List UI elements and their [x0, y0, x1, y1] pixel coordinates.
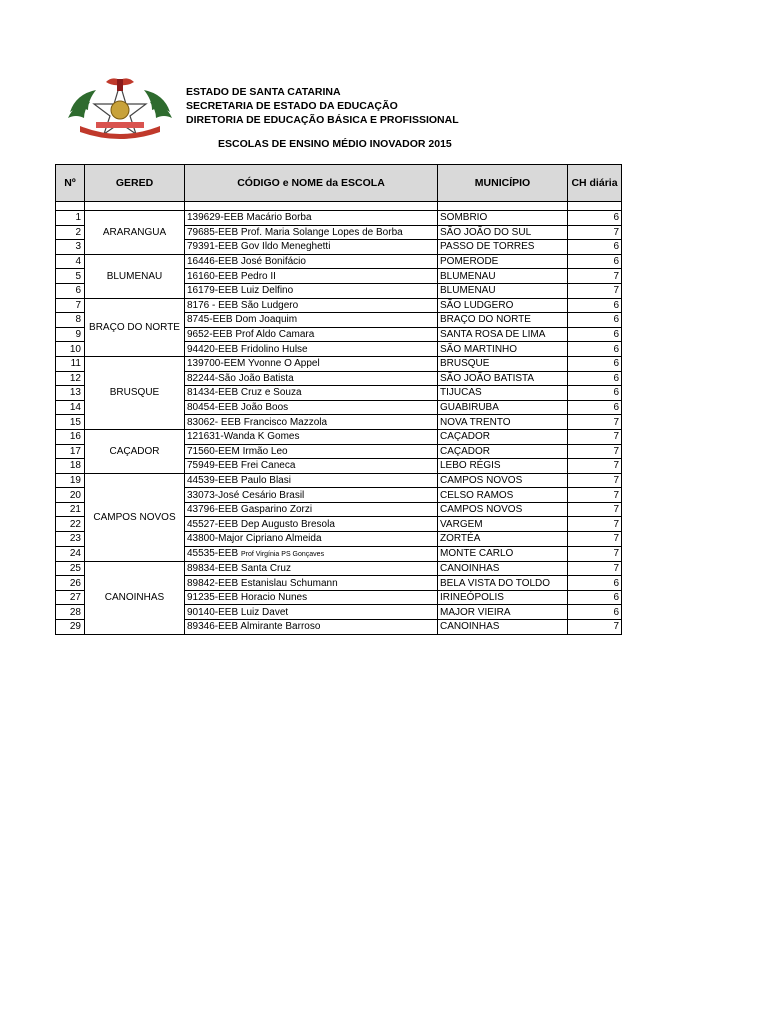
schools-table [55, 164, 622, 635]
row-number: 20 [56, 488, 85, 503]
municipio-cell: BELA VISTA DO TOLDO [438, 576, 568, 591]
school-cell: 91235-EEB Horacio Nunes [185, 590, 438, 605]
ch-cell: 7 [568, 283, 622, 298]
municipio-cell: SÃO LUDGERO [438, 298, 568, 313]
row-number: 22 [56, 517, 85, 532]
row-number: 14 [56, 400, 85, 415]
school-code: 45535-EEB [187, 547, 239, 559]
ch-cell: 7 [568, 225, 622, 240]
school-cell: 83062- EEB Francisco Mazzola [185, 415, 438, 430]
row-number: 13 [56, 386, 85, 401]
ch-cell: 7 [568, 473, 622, 488]
ch-cell: 6 [568, 590, 622, 605]
table-row [56, 211, 622, 226]
table-row [56, 473, 622, 488]
ch-cell: 6 [568, 576, 622, 591]
school-cell: 139629-EEB Macário Borba [185, 211, 438, 226]
school-cell: 8176 - EEB São Ludgero [185, 298, 438, 313]
row-number: 7 [56, 298, 85, 313]
row-number: 17 [56, 444, 85, 459]
row-number: 29 [56, 620, 85, 635]
school-cell: 16446-EEB José Bonifácio [185, 254, 438, 269]
gered-group: CANOINHAS [85, 561, 185, 634]
school-cell: 139700-EEM Yvonne O Appel [185, 356, 438, 371]
column-header-municipio: MUNICÍPIO [438, 165, 568, 202]
ch-cell: 7 [568, 488, 622, 503]
municipio-cell: SANTA ROSA DE LIMA [438, 327, 568, 342]
ch-cell: 6 [568, 356, 622, 371]
ch-cell: 6 [568, 240, 622, 255]
row-number: 6 [56, 283, 85, 298]
school-cell: 16179-EEB Luiz Delfino [185, 283, 438, 298]
school-cell: 90140-EEB Luiz Davet [185, 605, 438, 620]
school-cell: 89834-EEB Santa Cruz [185, 561, 438, 576]
ch-cell: 6 [568, 386, 622, 401]
municipio-cell: LEBO RÉGIS [438, 459, 568, 474]
gered-group: BRAÇO DO NORTE [85, 298, 185, 356]
ch-cell: 7 [568, 532, 622, 547]
table-row [56, 254, 622, 269]
municipio-cell: CAMPOS NOVOS [438, 502, 568, 517]
school-cell: 45527-EEB Dep Augusto Bresola [185, 517, 438, 532]
row-number: 25 [56, 561, 85, 576]
municipio-cell: BRUSQUE [438, 356, 568, 371]
ch-cell: 6 [568, 313, 622, 328]
table-row [56, 356, 622, 371]
municipio-cell: CANOINHAS [438, 620, 568, 635]
school-cell [185, 546, 438, 561]
spacer-row [56, 202, 622, 211]
gered-group: CAÇADOR [85, 429, 185, 473]
row-number: 27 [56, 590, 85, 605]
school-cell: 71560-EEM Irmão Leo [185, 444, 438, 459]
school-cell: 89346-EEB Almirante Barroso [185, 620, 438, 635]
row-number: 26 [56, 576, 85, 591]
school-cell: 8745-EEB Dom Joaquim [185, 313, 438, 328]
row-number: 11 [56, 356, 85, 371]
municipio-cell: SÃO JOÃO BATISTA [438, 371, 568, 386]
school-cell: 80454-EEB João Boos [185, 400, 438, 415]
municipio-cell: CELSO RAMOS [438, 488, 568, 503]
column-header-ch: CH diária [568, 165, 622, 202]
municipio-cell: GUABIRUBA [438, 400, 568, 415]
ch-cell: 7 [568, 415, 622, 430]
row-number: 18 [56, 459, 85, 474]
ch-cell: 7 [568, 429, 622, 444]
ch-cell: 7 [568, 502, 622, 517]
municipio-cell: BLUMENAU [438, 269, 568, 284]
ch-cell: 6 [568, 327, 622, 342]
ch-cell: 6 [568, 254, 622, 269]
ch-cell: 6 [568, 605, 622, 620]
column-header-gered: GERED [85, 165, 185, 202]
municipio-cell: ZORTÉA [438, 532, 568, 547]
school-cell: 33073-José Cesário Brasil [185, 488, 438, 503]
ch-cell: 7 [568, 561, 622, 576]
table-row [56, 561, 622, 576]
document-title: ESCOLAS DE ENSINO MÉDIO INOVADOR 2015 [218, 138, 452, 150]
ch-cell: 7 [568, 444, 622, 459]
ch-cell: 7 [568, 620, 622, 635]
row-number: 21 [56, 502, 85, 517]
school-cell: 43800-Major Cipriano Almeida [185, 532, 438, 547]
municipio-cell: SÃO JOÃO DO SUL [438, 225, 568, 240]
school-cell: 9652-EEB Prof Aldo Camara [185, 327, 438, 342]
row-number: 10 [56, 342, 85, 357]
header-secretariat: SECRETARIA DE ESTADO DA EDUCAÇÃO [186, 100, 398, 112]
document-header [186, 85, 459, 127]
gered-group: CAMPOS NOVOS [85, 473, 185, 561]
municipio-cell: IRINEÓPOLIS [438, 590, 568, 605]
row-number: 15 [56, 415, 85, 430]
row-number: 24 [56, 546, 85, 561]
municipio-cell: TIJUCAS [438, 386, 568, 401]
row-number: 28 [56, 605, 85, 620]
municipio-cell: PASSO DE TORRES [438, 240, 568, 255]
municipio-cell: CANOINHAS [438, 561, 568, 576]
school-cell: 79685-EEB Prof. Maria Solange Lopes de Borba [185, 225, 438, 240]
row-number: 9 [56, 327, 85, 342]
municipio-cell: CAÇADOR [438, 429, 568, 444]
ch-cell: 7 [568, 517, 622, 532]
gered-group: ARARANGUA [85, 211, 185, 255]
gered-group: BLUMENAU [85, 254, 185, 298]
school-name-small: Prof Virgínia PS Gonçaves [240, 550, 325, 558]
gered-group: BRUSQUE [85, 356, 185, 429]
school-cell: 79391-EEB Gov Ildo Meneghetti [185, 240, 438, 255]
table-row [56, 298, 622, 313]
ch-cell: 7 [568, 269, 622, 284]
ch-cell: 6 [568, 298, 622, 313]
row-number: 2 [56, 225, 85, 240]
school-cell: 89842-EEB Estanislau Schumann [185, 576, 438, 591]
municipio-cell: POMERODE [438, 254, 568, 269]
row-number: 5 [56, 269, 85, 284]
row-number: 3 [56, 240, 85, 255]
row-number: 4 [56, 254, 85, 269]
row-number: 12 [56, 371, 85, 386]
ch-cell: 7 [568, 459, 622, 474]
school-cell: 44539-EEB Paulo Blasi [185, 473, 438, 488]
row-number: 8 [56, 313, 85, 328]
school-cell: 82244-São João Batista [185, 371, 438, 386]
municipio-cell: CAMPOS NOVOS [438, 473, 568, 488]
school-cell: 81434-EEB Cruz e Souza [185, 386, 438, 401]
column-header-escola: CÓDIGO e NOME da ESCOLA [185, 165, 438, 202]
school-cell: 94420-EEB Fridolino Hulse [185, 342, 438, 357]
row-number: 23 [56, 532, 85, 547]
ch-cell: 6 [568, 371, 622, 386]
table-header-row [56, 165, 622, 202]
table-row [56, 429, 622, 444]
school-cell: 75949-EEB Frei Caneca [185, 459, 438, 474]
municipio-cell: BRAÇO DO NORTE [438, 313, 568, 328]
municipio-cell: SÃO MARTINHO [438, 342, 568, 357]
ch-cell: 6 [568, 342, 622, 357]
school-cell: 121631-Wanda K Gomes [185, 429, 438, 444]
ch-cell: 6 [568, 400, 622, 415]
row-number: 19 [56, 473, 85, 488]
row-number: 16 [56, 429, 85, 444]
ch-cell: 7 [568, 546, 622, 561]
state-coat-of-arms [66, 76, 174, 140]
header-directorate: DIRETORIA DE EDUCAÇÃO BÁSICA E PROFISSIONAL [186, 114, 459, 126]
municipio-cell: MONTE CARLO [438, 546, 568, 561]
ch-cell: 6 [568, 211, 622, 226]
municipio-cell: VARGEM [438, 517, 568, 532]
column-header-num: Nº [56, 165, 85, 202]
school-cell: 16160-EEB Pedro II [185, 269, 438, 284]
municipio-cell: NOVA TRENTO [438, 415, 568, 430]
municipio-cell: BLUMENAU [438, 283, 568, 298]
municipio-cell: MAJOR VIEIRA [438, 605, 568, 620]
row-number: 1 [56, 211, 85, 226]
header-state: ESTADO DE SANTA CATARINA [186, 86, 341, 98]
municipio-cell: SOMBRIO [438, 211, 568, 226]
school-cell: 43796-EEB Gasparino Zorzi [185, 502, 438, 517]
municipio-cell: CAÇADOR [438, 444, 568, 459]
